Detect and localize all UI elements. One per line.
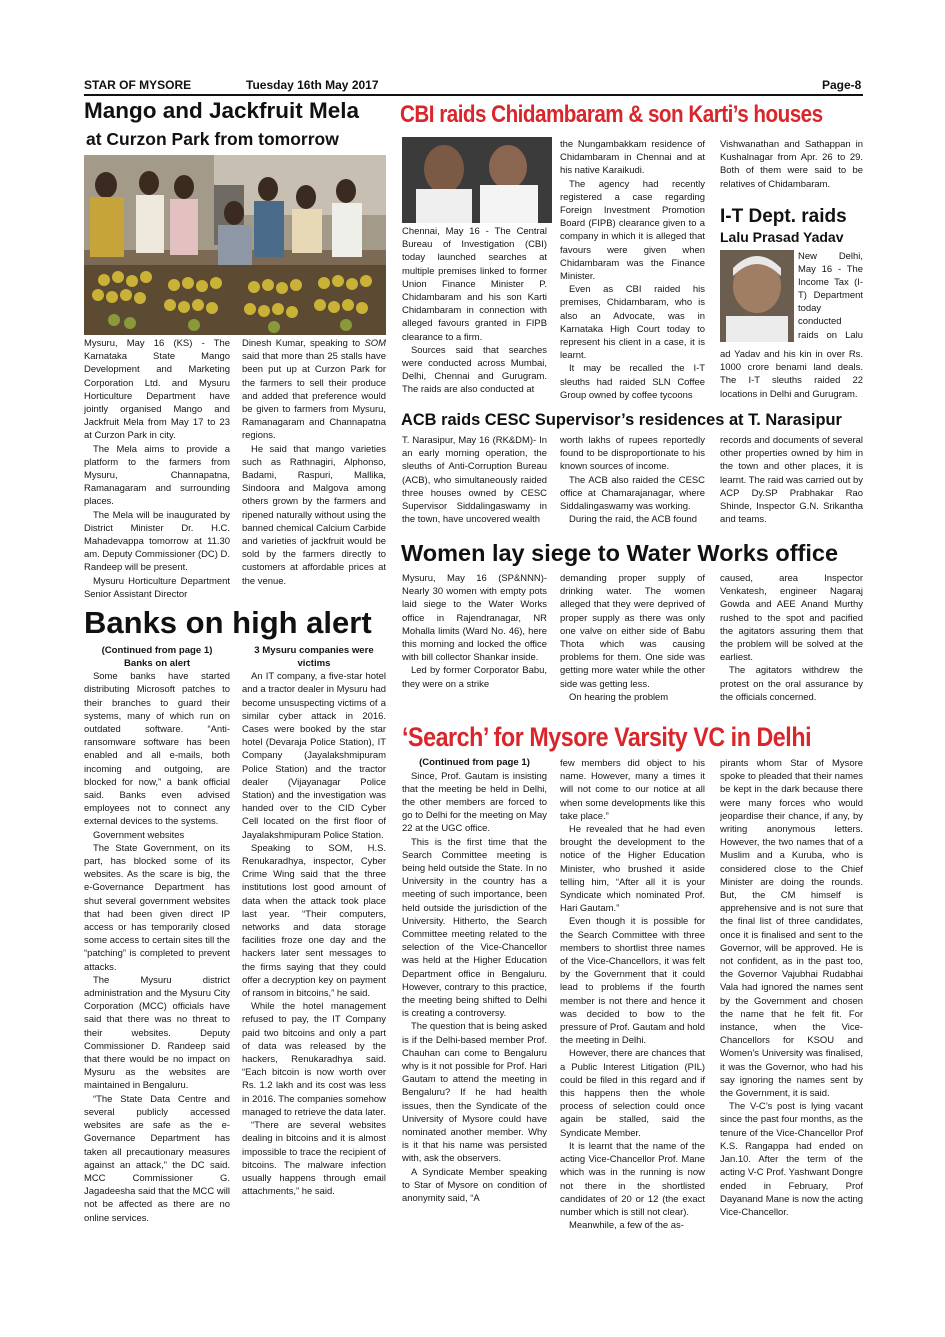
acb-column-3: records and documents of several other properties owned by him in the town and other places, it is learnt. The raid was carried out by ACP Dy.SP Prabhakar Rao Shinde, Inspector G.N. Srikantha and teams. xyxy=(720,435,863,526)
cbi-column-3: Vishwanathan and Sathappan in Kushalnagar from Apr. 26 to 29. Both of them were said to be relatives of Chidambaram. xyxy=(720,139,863,190)
acb-column-1: T. Narasipur, May 16 (RK&DM)- In an early morning operation, the sleuths of Anti-Corruption Bureau (ACB), who simultaneously raided three houses owned by CESC Supervisor Siddalingaswamy in the town, have uncovered wealth xyxy=(402,435,547,526)
banks-column-2: 3 Mysuru companies were victims An IT company, a five-star hotel and a tractor dealer in Mysuru had become unsuspecting victims of a similar cyber attack in 2016. Cases were booked by the star hotel (Devaraja Police Station), IT Company (Jayalakshmipuram Police Station) and the tractor dealer (Vijayanagar Police Station) and the investigation was handed over to the CID Cyber Cell located on the first floor of Jayalakshmipuram Police Station. Speaking to SOM, H.S. Renukaradhya, inspector, Cyber Crime Wing said that the three institutions lost good amount of data when the attack took place last year. “Their computers, networks and data storage facilities froze one day and the hackers later sent messages to the firms saying that they could offer a decryption key on payment of ransom in bitcoins,” he said. While the hotel management refused to pay, the IT Company paid two bitcoins and only a part of data was released by the hackers, Renukaradhya said. “Each bitcoin is now worth over Rs. 1.2 lakh and its cost was less in 2016. The companies somehow managed to retrieve the data later. “There are several websites dealing in bitcoins and it is almost impossible to trace the recipient of bitcoins. The malware infection usually happens through email attachments,” he said. xyxy=(242,645,386,1198)
acb-column-2: worth lakhs of rupees reportedly found to be disproportionate to his known sources of income. The ACB also raided the CESC office at Chamarajanagar, where Siddalingaswamy was working. During the raid, the ACB found xyxy=(560,435,705,526)
it-raids-subheadline: Lalu Prasad Yadav xyxy=(720,229,844,245)
mango-column-1: Mysuru, May 16 (KS) - The Karnataka State Mango Development and Marketing Corporation Ltd. and Mysuru Horticulture Department have jointly organised Mango and Jackfruit Mela from May 17 to 23 at Curzon Park in city. The Mela aims to provide a platform to the farmers from Mysuru, Channapatna, Ramanagaram and surrounding places. The Mela will be inaugurated by District Minister Dr. H.C. Mahadevappa tomorrow at 11.30 am. Deputy Commissioner (DC) D. Randeep will be present. Mysuru Horticulture Department Senior Assistant Director xyxy=(84,338,230,600)
search-headline: ‘Search’ for Mysore Varsity VC in Delhi xyxy=(402,722,812,752)
lalu-portrait-photo xyxy=(720,250,794,342)
it-raids-body-narrow: New Delhi, May 16 - The Income Tax (I-T) Department today conducted raids on Lalu xyxy=(798,251,863,341)
search-column-3: pirants whom Star of Mysore spoke to pleaded that their names be kept in the dark because there were many forces who would jeopardise their chance, if any, by writing anonymous letters. However, the two names that of a Muslim and a Kuruba, who is considered close to the Chief Minister are doing the rounds. But, the CM himself is apprehensive and is not sure that the final list of three candidates, once it is finalised and sent to the Governor, will be approved. He is not confident, as in the past too, the Governor Vajubhai Rudabhai Vala had ignored the names sent by the Government and chosen the name that he felt fit. For instance, when the Vice-Chancellors for KSOU and Women’s University was finalised, it was the Governor, who had his say ignoring the names sent by the Government, it is said. The V-C’s post is lying vacant since the past four months, as the tenure of the Vice-Chancellor Prof K.S. Rangappa had ended on Jan.10. After the term of the acting V-C Prof. Yashwant Dongre ended in February, Prof Dayanand Mane is now the acting Vice-Chancellor. xyxy=(720,758,863,1218)
cbi-column-2: the Nungambakkam residence of Chidambaram in Chennai and at his native Karaikudi. The agency had recently registered a case regarding Foreign Investment Promotion Board (FIPB) clearance given to a company in which it is alleged that favours were given when Chidambaram was the Finance Minister. Even as CBI raided his premises, Chidambaram, who is also an Advocate, was in Karnataka High Court today to represent his client in a case, it is learnt. It may be recalled the I-T sleuths had raided SLN Coffee Group owned by coffee tycoons xyxy=(560,139,705,401)
issue-date: Tuesday 16th May 2017 xyxy=(246,78,379,92)
chidambaram-karti-photo xyxy=(402,137,552,223)
banks-column-1: (Continued from page 1) Banks on alert Some banks have started distributing Microsoft patches to their branches to guard their systems, many of which run on outdated software. “Anti-ransomware software has been enabled and all e-mails, both incoming and outgoing, are blocked for now,” a bank official said. Banks even advised employees not to connect any external devices to the systems. Government websites The State Government, on its part, has blocked some of its websites. As the scare is big, the e-Governance Department has shut several government websites that had been given direct IP access or has temporarily closed some access to certain sites till the “patching” is completed to prevent attacks. The Mysuru district administration and the Mysuru City Corporation (MCC) officials have said that there was no threat to their websites. Deputy Commissioner D. Randeep said that there would be no impact on Mysuru as the websites are maintained in Bengaluru. “The State Data Centre and several publicly accessed websites are safe as the e-Governance Department has taken all precautionary measures against an attack,” the DC said. MCC Commissioner G. Jagadeesha said that the MCC will not be affected as there are no online services. xyxy=(84,645,230,1224)
banks-headline: Banks on high alert xyxy=(84,605,372,640)
mango-subheadline: at Curzon Park from tomorrow xyxy=(86,129,339,149)
mango-headline: Mango and Jackfruit Mela xyxy=(84,98,360,123)
mango-display-photo xyxy=(84,155,386,335)
acb-headline: ACB raids CESC Supervisor’s residences at T. Narasipur xyxy=(401,411,842,429)
women-column-2: demanding proper supply of drinking water. The women alleged that they were deprived of proper supply as there was only one valve on either side of Babu Thota which was causing problems for them. One side was getting more water while the other side was getting less. On hearing the problem xyxy=(560,573,705,703)
cbi-headline: CBI raids Chidambaram & son Karti’s houses xyxy=(400,101,823,128)
search-column-2: few members did object to his name. However, many a times it will not come to our notice at all when some developments like this take place.” He revealed that he had even brought the development to the notice of the Higher Education Minister, who brushed it aside telling him, “After all it is your Syndicate which nominated Prof. Hari Gautam.” Even though it is possible for the Search Committee with three members to shortlist three names of the Vice-Chancellors, it was felt by the Government that it could lead to problems if the fourth member is not there and hence it was decided to bow to the pressure of Prof. Gautam and hold the meeting in Delhi. However, there are chances that a Public Interest Litigation (PIL) could be filed in this regard and if this happens then the whole process of selection could once again be stalled, said the Syndicate Member. It is learnt that the name of the acting Vice-Chancellor Prof. Mane which was in the running is now not there in the shortlisted candidates of 20 or 12 (the exact number which is still not clear). Meanwhile, a few of the as- xyxy=(560,758,705,1232)
newspaper-name: STAR OF MYSORE xyxy=(84,78,192,92)
search-column-1: (Continued from page 1) Since, Prof. Gautam is insisting that the meeting be held in Delhi, the other members are forced to go to Delhi for the meeting on May 22 at the UGC office. This is the first time that the Search Committee meeting is being held outside the State. In no University in the country has a meeting of such importance, been held outside the jurisdiction of the University. Hitherto, the Search Committee meeting related to the selection of the Vice-Chancellor was held at the Higher Education Department office in Bengaluru. However, contrary to this practice, the meeting being shifted to Delhi is creating a controversy. The question that is being asked is if the Delhi-based member Prof. Chauhan can come to Bengaluru why is it not possible for Prof. Hari Gautam to attend the meeting in Bengaluru? If he had health issues, then the Syndicate of the University of Mysore could have nominated another member. Why is it that his name was persisted with, ask the observers. A Syndicate Member speaking to Star of Mysore on condition of anonymity said, “A xyxy=(402,757,547,1205)
masthead-rule xyxy=(84,94,863,96)
it-raids-body-wide: ad Yadav and his kin in over Rs. 1000 crore benami land deals. The I-T sleuths raided 22 locations in Delhi and Gurugram. xyxy=(720,349,863,400)
women-column-3: caused, area Inspector Venkatesh, engineer Nagaraj Gowda and AEE Anand Murthy rushed to the spot and pacified the agitators assuring them that the problem will be solved at the earliest. The agitators withdrew the protest on the oral assurance by the officials concerned. xyxy=(720,573,863,703)
mango-column-2: Dinesh Kumar, speaking to SOM said that more than 25 stalls have been put up at Curzon Park for the farmers to sell their produce and added that preference would be given to farmers from Mysuru, Ramanagaram and Channapatna regions. He said that mango varieties such as Rathnagiri, Alphonso, Badami, Raspuri, Mallika, Sindoora and Malgova among others grown by the farmers and ripened naturally without using the banned chemical Calcium Carbide and varieties of jackfruit would be sold by the farmers directly to customers at affordable prices at the venue. xyxy=(242,338,386,587)
page-number: Page-8 xyxy=(822,78,862,92)
it-raids-headline: I-T Dept. raids xyxy=(720,206,847,227)
cbi-column-1: Chennai, May 16 - The Central Bureau of Investigation (CBI) today launched searches at multiple premises linked to former Union Finance Minister P. Chidambaram and his son Karti Chidambaram in connection with alleged favours granted in FIPB clearance to a firm. Sources said that searches were conducted across Mumbai, Delhi, Chennai and Gurugram. The raids are also conducted at xyxy=(402,226,547,396)
women-column-1: Mysuru, May 16 (SP&NNN)- Nearly 30 women with empty pots laid siege to the Water Works office in Rajendranagar, NR Mohalla limits (Ward No. 46), here this morning and locked the office with bill collector Shankar inside. Led by former Corporator Babu, they were on a strike xyxy=(402,573,547,690)
women-headline: Women lay siege to Water Works office xyxy=(401,540,839,566)
